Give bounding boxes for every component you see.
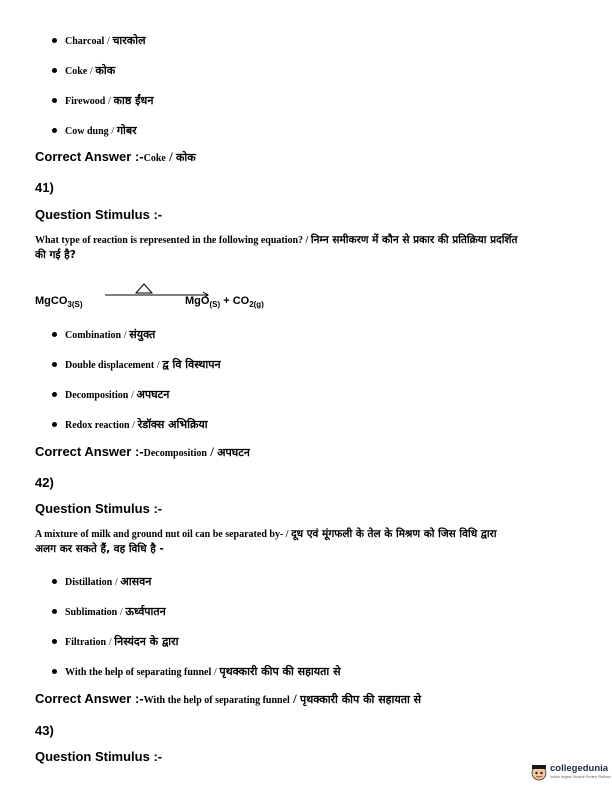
product2-formula: CO — [232, 295, 250, 307]
q40-option-1: Charcoal / चारकोल — [52, 33, 146, 48]
bullet-icon — [52, 68, 57, 73]
option-hi: काष्ठ ईंधन — [113, 94, 154, 107]
answer-en: Coke — [143, 153, 166, 164]
option-hi: ऊर्ध्वपातन — [125, 605, 166, 618]
bullet-icon — [52, 362, 57, 367]
option-hi: कोक — [95, 64, 116, 77]
option-hi: द्व वि विस्थापन — [162, 358, 221, 371]
bullet-icon — [52, 38, 57, 43]
option-en: Distillation — [65, 577, 113, 588]
option-en: Combination — [65, 330, 122, 341]
option-en: Sublimation — [65, 607, 118, 618]
question-hi-1: निम्न समीकरण में कौन से प्रकार की प्रतिक्रिया प्रदर्शित — [310, 234, 518, 246]
bullet-icon — [52, 669, 57, 674]
q42-option-2: Sublimation / ऊर्ध्वपातन — [52, 604, 166, 619]
q41-stimulus-label: Question Stimulus :- — [35, 207, 163, 222]
option-en: Decomposition — [65, 390, 129, 401]
option-hi: चारकोल — [112, 34, 146, 47]
q42-correct-answer: Correct Answer :-With the help of separating funnel / पृथक्कारी कीप की सहायता से — [35, 691, 422, 706]
option-hi: निस्यंदन के द्वारा — [114, 635, 179, 648]
option-hi: आसवन — [120, 575, 152, 588]
question-hi-2: की गई है? — [35, 249, 76, 261]
option-en: Cow dung — [65, 126, 109, 137]
option-en: Coke — [65, 66, 88, 77]
answer-hi: कोक — [175, 151, 196, 164]
answer-label: Correct Answer :- — [35, 444, 144, 459]
bullet-icon — [52, 609, 57, 614]
q42-option-4: With the help of separating funnel / पृथक्कारी कीप की सहायता से — [52, 664, 341, 679]
bullet-icon — [52, 579, 57, 584]
q42-option-1: Distillation / आसवन — [52, 574, 151, 589]
answer-hi: अपघटन — [217, 446, 250, 459]
option-en: Redox reaction — [65, 420, 130, 431]
q41-option-3: Decomposition / अपघटन — [52, 387, 169, 402]
question-hi-2: अलग कर सकते हैं, वह विधि है - — [35, 543, 164, 555]
logo-wordmark: collegedunia — [550, 763, 609, 774]
q41-option-1: Combination / संयुक्त — [52, 327, 155, 342]
reactant-subscript: 3(S) — [67, 300, 83, 310]
q40-correct-answer: Correct Answer :-Coke / कोक — [35, 149, 196, 164]
q42-option-3: Filtration / निस्यंदन के द्वारा — [52, 634, 178, 649]
q41-chemical-equation — [35, 287, 335, 317]
option-en: Double displacement — [65, 360, 155, 371]
q40-option-4: Cow dung / गोबर — [52, 123, 137, 138]
q42-stimulus-label: Question Stimulus :- — [35, 501, 163, 516]
option-hi: रेडॉक्स अभिक्रिया — [137, 418, 208, 431]
product1-formula: MgO — [185, 295, 210, 307]
mascot-icon — [530, 763, 548, 781]
q43-number: 43) — [35, 723, 54, 738]
option-hi: संयुक्त — [129, 328, 156, 341]
q41-question-text — [35, 233, 580, 263]
reactant-formula: MgCO — [35, 295, 68, 307]
bullet-icon — [52, 128, 57, 133]
bullet-icon — [52, 332, 57, 337]
q42-number: 42) — [35, 475, 54, 490]
question-en: What type of reaction is represented in the following equation? / — [35, 235, 309, 246]
q40-option-2: Coke / कोक — [52, 63, 115, 78]
q41-number: 41) — [35, 180, 54, 195]
answer-hi: पृथक्कारी कीप की सहायता से — [299, 693, 422, 706]
bullet-icon — [52, 422, 57, 427]
option-en: Firewood — [65, 96, 106, 107]
q41-correct-answer: Correct Answer :-Decomposition / अपघटन — [35, 444, 250, 459]
answer-label: Correct Answer :- — [35, 691, 144, 706]
option-en: Filtration — [65, 637, 107, 648]
bullet-icon — [52, 639, 57, 644]
option-hi: पृथक्कारी कीप की सहायता से — [219, 665, 341, 678]
heat-triangle-icon — [136, 284, 152, 293]
q43-stimulus-label: Question Stimulus :- — [35, 749, 163, 764]
answer-en: Decomposition — [143, 448, 207, 459]
plus-sign: + — [223, 295, 230, 307]
product2-subscript: 2(g) — [249, 300, 264, 310]
product1-subscript: (S) — [209, 300, 221, 310]
logo-tagline: India's largest Student Review Platform — [550, 775, 611, 779]
equation-reactant — [35, 295, 83, 309]
option-hi: गोबर — [116, 124, 137, 137]
answer-label: Correct Answer :- — [35, 149, 144, 164]
q41-option-4: Redox reaction / रेडॉक्स अभिक्रिया — [52, 417, 208, 432]
q42-question-text — [35, 527, 580, 557]
q40-option-3: Firewood / काष्ठ ईंधन — [52, 93, 153, 108]
option-en: With the help of separating funnel — [65, 667, 212, 678]
equation-products — [185, 295, 264, 309]
option-hi: अपघटन — [136, 388, 170, 401]
bullet-icon — [52, 98, 57, 103]
option-en: Charcoal — [65, 36, 105, 47]
q41-option-2: Double displacement / द्व वि विस्थापन — [52, 357, 221, 372]
answer-en: With the help of separating funnel — [143, 695, 290, 706]
question-en: A mixture of milk and ground nut oil can be separated by- / — [35, 529, 289, 540]
bullet-icon — [52, 392, 57, 397]
question-hi-1: दूध एवं मूंगफली के तेल के मिश्रण को जिस विधि द्वारा — [291, 528, 497, 540]
